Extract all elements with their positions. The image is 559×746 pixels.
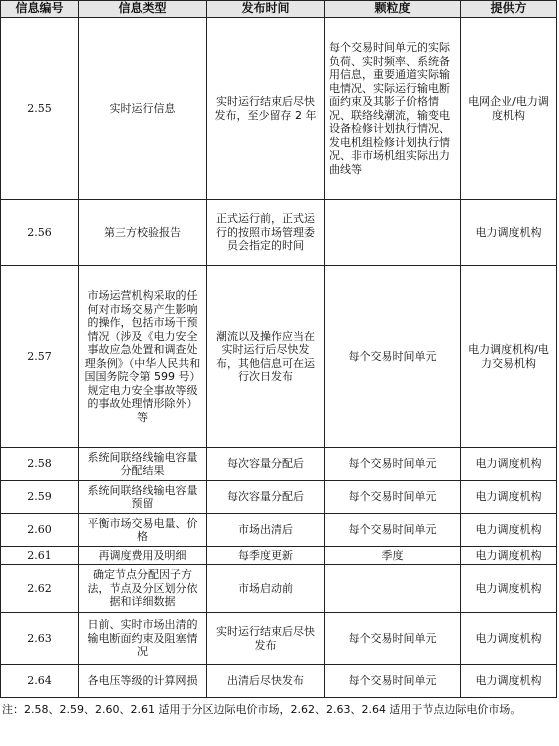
cell-granularity: 每个交易时间单元 bbox=[325, 448, 461, 481]
header-row bbox=[1, 1, 557, 18]
cell-type: 系统间联络线输电容量分配结果 bbox=[79, 448, 207, 481]
cell-granularity: 每个交易时间单元 bbox=[325, 665, 461, 698]
table-row bbox=[1, 613, 557, 665]
table-row bbox=[1, 565, 557, 613]
cell-provider: 电力调度机构 bbox=[461, 565, 557, 613]
cell-type: 平衡市场交易电量、价格 bbox=[79, 514, 207, 547]
cell-granularity: 每个交易时间单元 bbox=[325, 613, 461, 665]
header-provider: 提供方 bbox=[461, 1, 557, 18]
table-row bbox=[1, 448, 557, 481]
table-row bbox=[1, 514, 557, 547]
cell-granularity: 每个交易时间单元的实际负荷、实时频率、系统备用信息，重要通道实际输电情况、实际运行输电断面约束及其影子价格情况、联络线潮流，输变电设备检修计划执行情况、发电机组检修计划执行情况、非市场机组实际出力曲线等 bbox=[325, 18, 461, 200]
cell-no: 2.60 bbox=[1, 514, 79, 547]
cell-provider: 电力调度机构 bbox=[461, 448, 557, 481]
header-no: 信息编号 bbox=[1, 1, 79, 18]
cell-no: 2.56 bbox=[1, 200, 79, 266]
cell-type: 日前、实时市场出清的输电断面约束及阻塞情况 bbox=[79, 613, 207, 665]
cell-time: 市场启动前 bbox=[207, 565, 325, 613]
cell-no: 2.64 bbox=[1, 665, 79, 698]
cell-no: 2.55 bbox=[1, 18, 79, 200]
table-footnote: 注：2.58、2.59、2.60、2.61 适用于分区边际电价市场，2.62、2.63、2.64 适用于节点边际电价市场。 bbox=[2, 703, 522, 716]
cell-time: 市场出清后 bbox=[207, 514, 325, 547]
cell-type: 系统间联络线输电容量预留 bbox=[79, 481, 207, 514]
cell-provider: 电力调度机构 bbox=[461, 481, 557, 514]
cell-time: 实时运行结束后尽快发布，至少留存 2 年 bbox=[207, 18, 325, 200]
cell-provider: 电力调度机构 bbox=[461, 665, 557, 698]
table-row bbox=[1, 665, 557, 698]
table-row bbox=[1, 547, 557, 565]
cell-no: 2.61 bbox=[1, 547, 79, 565]
cell-provider: 电力调度机构/电力交易机构 bbox=[461, 266, 557, 448]
cell-no: 2.59 bbox=[1, 481, 79, 514]
cell-time: 每季度更新 bbox=[207, 547, 325, 565]
header-type: 信息类型 bbox=[79, 1, 207, 18]
cell-granularity: 每个交易时间单元 bbox=[325, 514, 461, 547]
cell-granularity: 季度 bbox=[325, 547, 461, 565]
header-granularity: 颗粒度 bbox=[325, 1, 461, 18]
cell-granularity: 每个交易时间单元 bbox=[325, 266, 461, 448]
cell-time: 出清后尽快发布 bbox=[207, 665, 325, 698]
cell-no: 2.63 bbox=[1, 613, 79, 665]
cell-time: 每次容量分配后 bbox=[207, 448, 325, 481]
table-row bbox=[1, 266, 557, 448]
cell-provider: 电力调度机构 bbox=[461, 547, 557, 565]
cell-type: 各电压等级的计算网损 bbox=[79, 665, 207, 698]
cell-granularity bbox=[325, 200, 461, 266]
cell-time: 潮流以及操作应当在实时运行后尽快发布，其他信息可在运行次日发布 bbox=[207, 266, 325, 448]
cell-no: 2.62 bbox=[1, 565, 79, 613]
cell-granularity: 每个交易时间单元 bbox=[325, 481, 461, 514]
table-row bbox=[1, 481, 557, 514]
cell-no: 2.57 bbox=[1, 266, 79, 448]
header-time: 发布时间 bbox=[207, 1, 325, 18]
cell-type: 确定节点分配因子方法，节点及分区划分依据和详细数据 bbox=[79, 565, 207, 613]
cell-provider: 电力调度机构 bbox=[461, 613, 557, 665]
cell-no: 2.58 bbox=[1, 448, 79, 481]
table-row bbox=[1, 18, 557, 200]
cell-type: 第三方校验报告 bbox=[79, 200, 207, 266]
cell-time: 正式运行前，正式运行的按照市场管理委员会指定的时间 bbox=[207, 200, 325, 266]
table-row bbox=[1, 200, 557, 266]
cell-provider: 电网企业/电力调度机构 bbox=[461, 18, 557, 200]
cell-time: 实时运行结束后尽快发布 bbox=[207, 613, 325, 665]
cell-type: 再调度费用及明细 bbox=[79, 547, 207, 565]
cell-provider: 电力调度机构 bbox=[461, 200, 557, 266]
cell-type: 市场运营机构采取的任何对市场交易产生影响的操作，包括市场干预情况（涉及《电力安全事故应急处置和调查处理条例》（中华人民共和国国务院令第 599 号）规定电力安全事故等级的事故处理情形除外）等 bbox=[79, 266, 207, 448]
cell-granularity bbox=[325, 565, 461, 613]
cell-time: 每次容量分配后 bbox=[207, 481, 325, 514]
cell-type: 实时运行信息 bbox=[79, 18, 207, 200]
cell-provider: 电力调度机构 bbox=[461, 514, 557, 547]
